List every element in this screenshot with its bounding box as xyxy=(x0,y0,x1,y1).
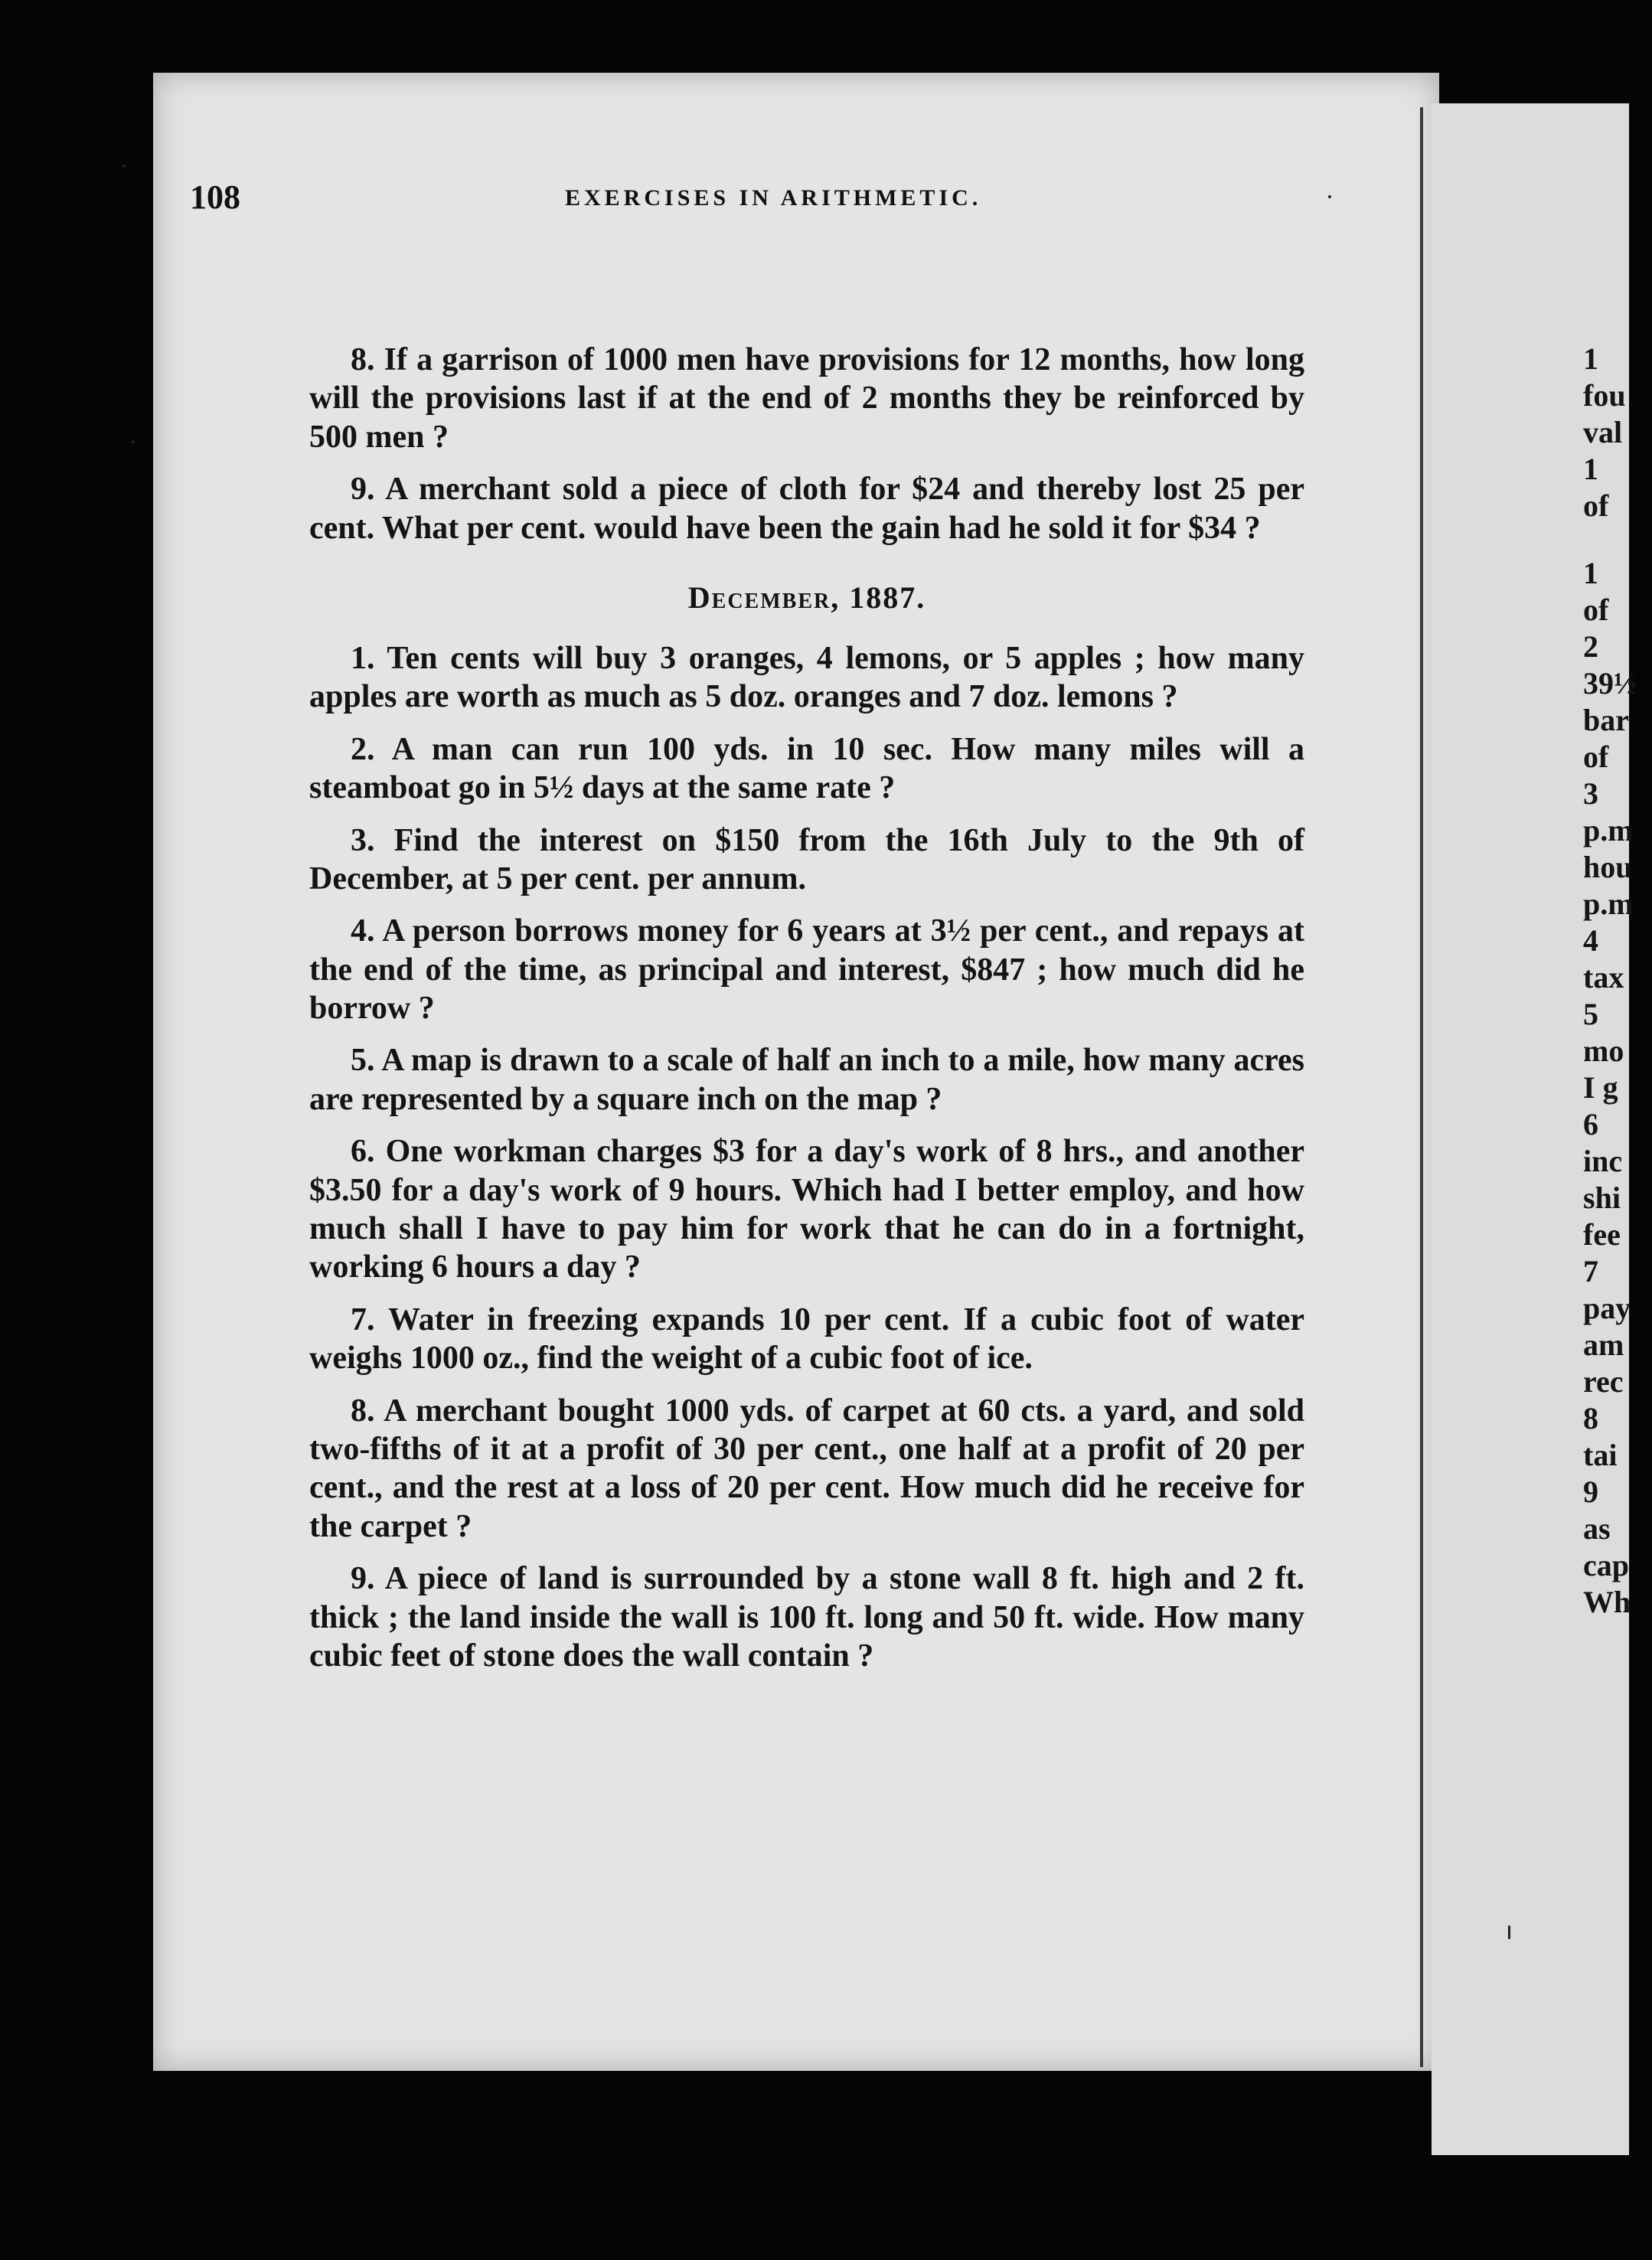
problem-1: 1. Ten cents will buy 3 oranges, 4 lemons, or 5 apples ; how many apples are worth as much as 5 doz. oranges and 7 doz. lemons ? xyxy=(309,640,1304,715)
page-header-title: EXERCISES IN ARITHMETIC. xyxy=(565,185,982,211)
problem-3: 3. Find the interest on $150 from the 16th July to the 9th of December, at 5 per cent. per annum. xyxy=(309,822,1304,896)
fragment: tai xyxy=(1583,1438,1618,1472)
fragment: tax xyxy=(1583,960,1624,994)
fragment: 4 xyxy=(1583,923,1598,958)
fragment: 6 xyxy=(1583,1107,1598,1141)
fragment: fee xyxy=(1583,1217,1621,1252)
page-content xyxy=(309,341,1304,1689)
page-number: 108 xyxy=(190,178,240,216)
fragment: 1 xyxy=(1583,556,1598,590)
fragment: rec xyxy=(1583,1364,1624,1399)
section-heading: December, 1887. xyxy=(687,580,926,615)
fragment: 1 xyxy=(1583,341,1598,376)
fragment: pay xyxy=(1583,1291,1631,1325)
fragment: inc xyxy=(1583,1144,1623,1178)
fragment: of xyxy=(1583,488,1609,523)
fragment: 9 xyxy=(1583,1475,1598,1509)
fragment: fou xyxy=(1583,378,1626,413)
fragment: mo xyxy=(1583,1034,1624,1068)
fragment: bar xyxy=(1583,703,1629,737)
fragment: as xyxy=(1583,1511,1611,1546)
problem-9-previous: 9. A merchant sold a piece of cloth for $24 and thereby lost 25 per cent. What per cent. would have been the gain had he sold it for $34 ? xyxy=(309,472,1304,546)
fragment: shi xyxy=(1583,1181,1621,1215)
problem-2: 2. A man can run 100 yds. in 10 sec. How many miles will a steamboat go in 5½ days at the same rate ? xyxy=(309,731,1304,806)
problem-4: 4. A person borrows money for 6 years at 3½ per cent., and repays at the end of the time, as principal and interest, $847 ; how much did he borrow ? xyxy=(309,913,1304,1027)
fragment: 2 xyxy=(1583,629,1598,664)
fragment: 1 xyxy=(1583,452,1598,486)
fragment: 7 xyxy=(1583,1254,1598,1288)
problem-6: 6. One workman charges $3 for a day's work of 8 hrs., and another $3.50 for a day's work of 9 hours. Which had I better employ, and how much shall I have to pay him for work that he can do in a fortnight, working 6 hours a day ? xyxy=(309,1134,1304,1285)
fragment: I g xyxy=(1583,1070,1618,1105)
page-gutter xyxy=(1420,107,1423,2067)
fragment: val xyxy=(1583,415,1623,449)
scan-speck xyxy=(1508,1925,1510,1939)
fragment: 3 xyxy=(1583,776,1598,811)
problem-5: 5. A map is drawn to a scale of half an inch to a mile, how many acres are represented by a square inch on the map ? xyxy=(309,1043,1304,1117)
scan-speck xyxy=(1328,195,1331,198)
fragment: of xyxy=(1583,740,1609,774)
problem-9: 9. A piece of land is surrounded by a stone wall 8 ft. high and 2 ft. thick ; the land inside the wall is 100 ft. long and 50 ft. wide. How many cubic feet of stone does the wall contain ? xyxy=(309,1561,1304,1674)
fragment: Wh xyxy=(1583,1585,1631,1619)
next-page-text-fragments xyxy=(1583,341,1652,1621)
fragment: 5 xyxy=(1583,997,1598,1031)
problem-8-previous: 8. If a garrison of 1000 men have provisions for 12 months, how long will the provisions last if at the end of 2 months they be reinforced by 500 men ? xyxy=(309,342,1304,455)
fragment xyxy=(1583,524,1652,555)
fragment: of xyxy=(1583,593,1609,627)
fragment: p.m xyxy=(1583,813,1634,848)
fragment: 39½ xyxy=(1583,666,1637,701)
fragment: p.m xyxy=(1583,887,1634,921)
scan-speck xyxy=(132,440,135,443)
fragment: hou xyxy=(1583,850,1633,884)
problem-8: 8. A merchant bought 1000 yds. of carpet at 60 cts. a yard, and sold two-fifths of it at a profit of 30 per cent., one half at a profit of 20 per cent., and the rest at a loss of 20 per cent. How much did he receive for the carpet ? xyxy=(309,1393,1304,1544)
scan-speck xyxy=(122,165,126,168)
fragment: 8 xyxy=(1583,1401,1598,1435)
fragment: cap xyxy=(1583,1548,1629,1582)
fragment: am xyxy=(1583,1328,1624,1362)
problem-7: 7. Water in freezing expands 10 per cent. If a cubic foot of water weighs 1000 oz., find the weight of a cubic foot of ice. xyxy=(309,1301,1304,1377)
